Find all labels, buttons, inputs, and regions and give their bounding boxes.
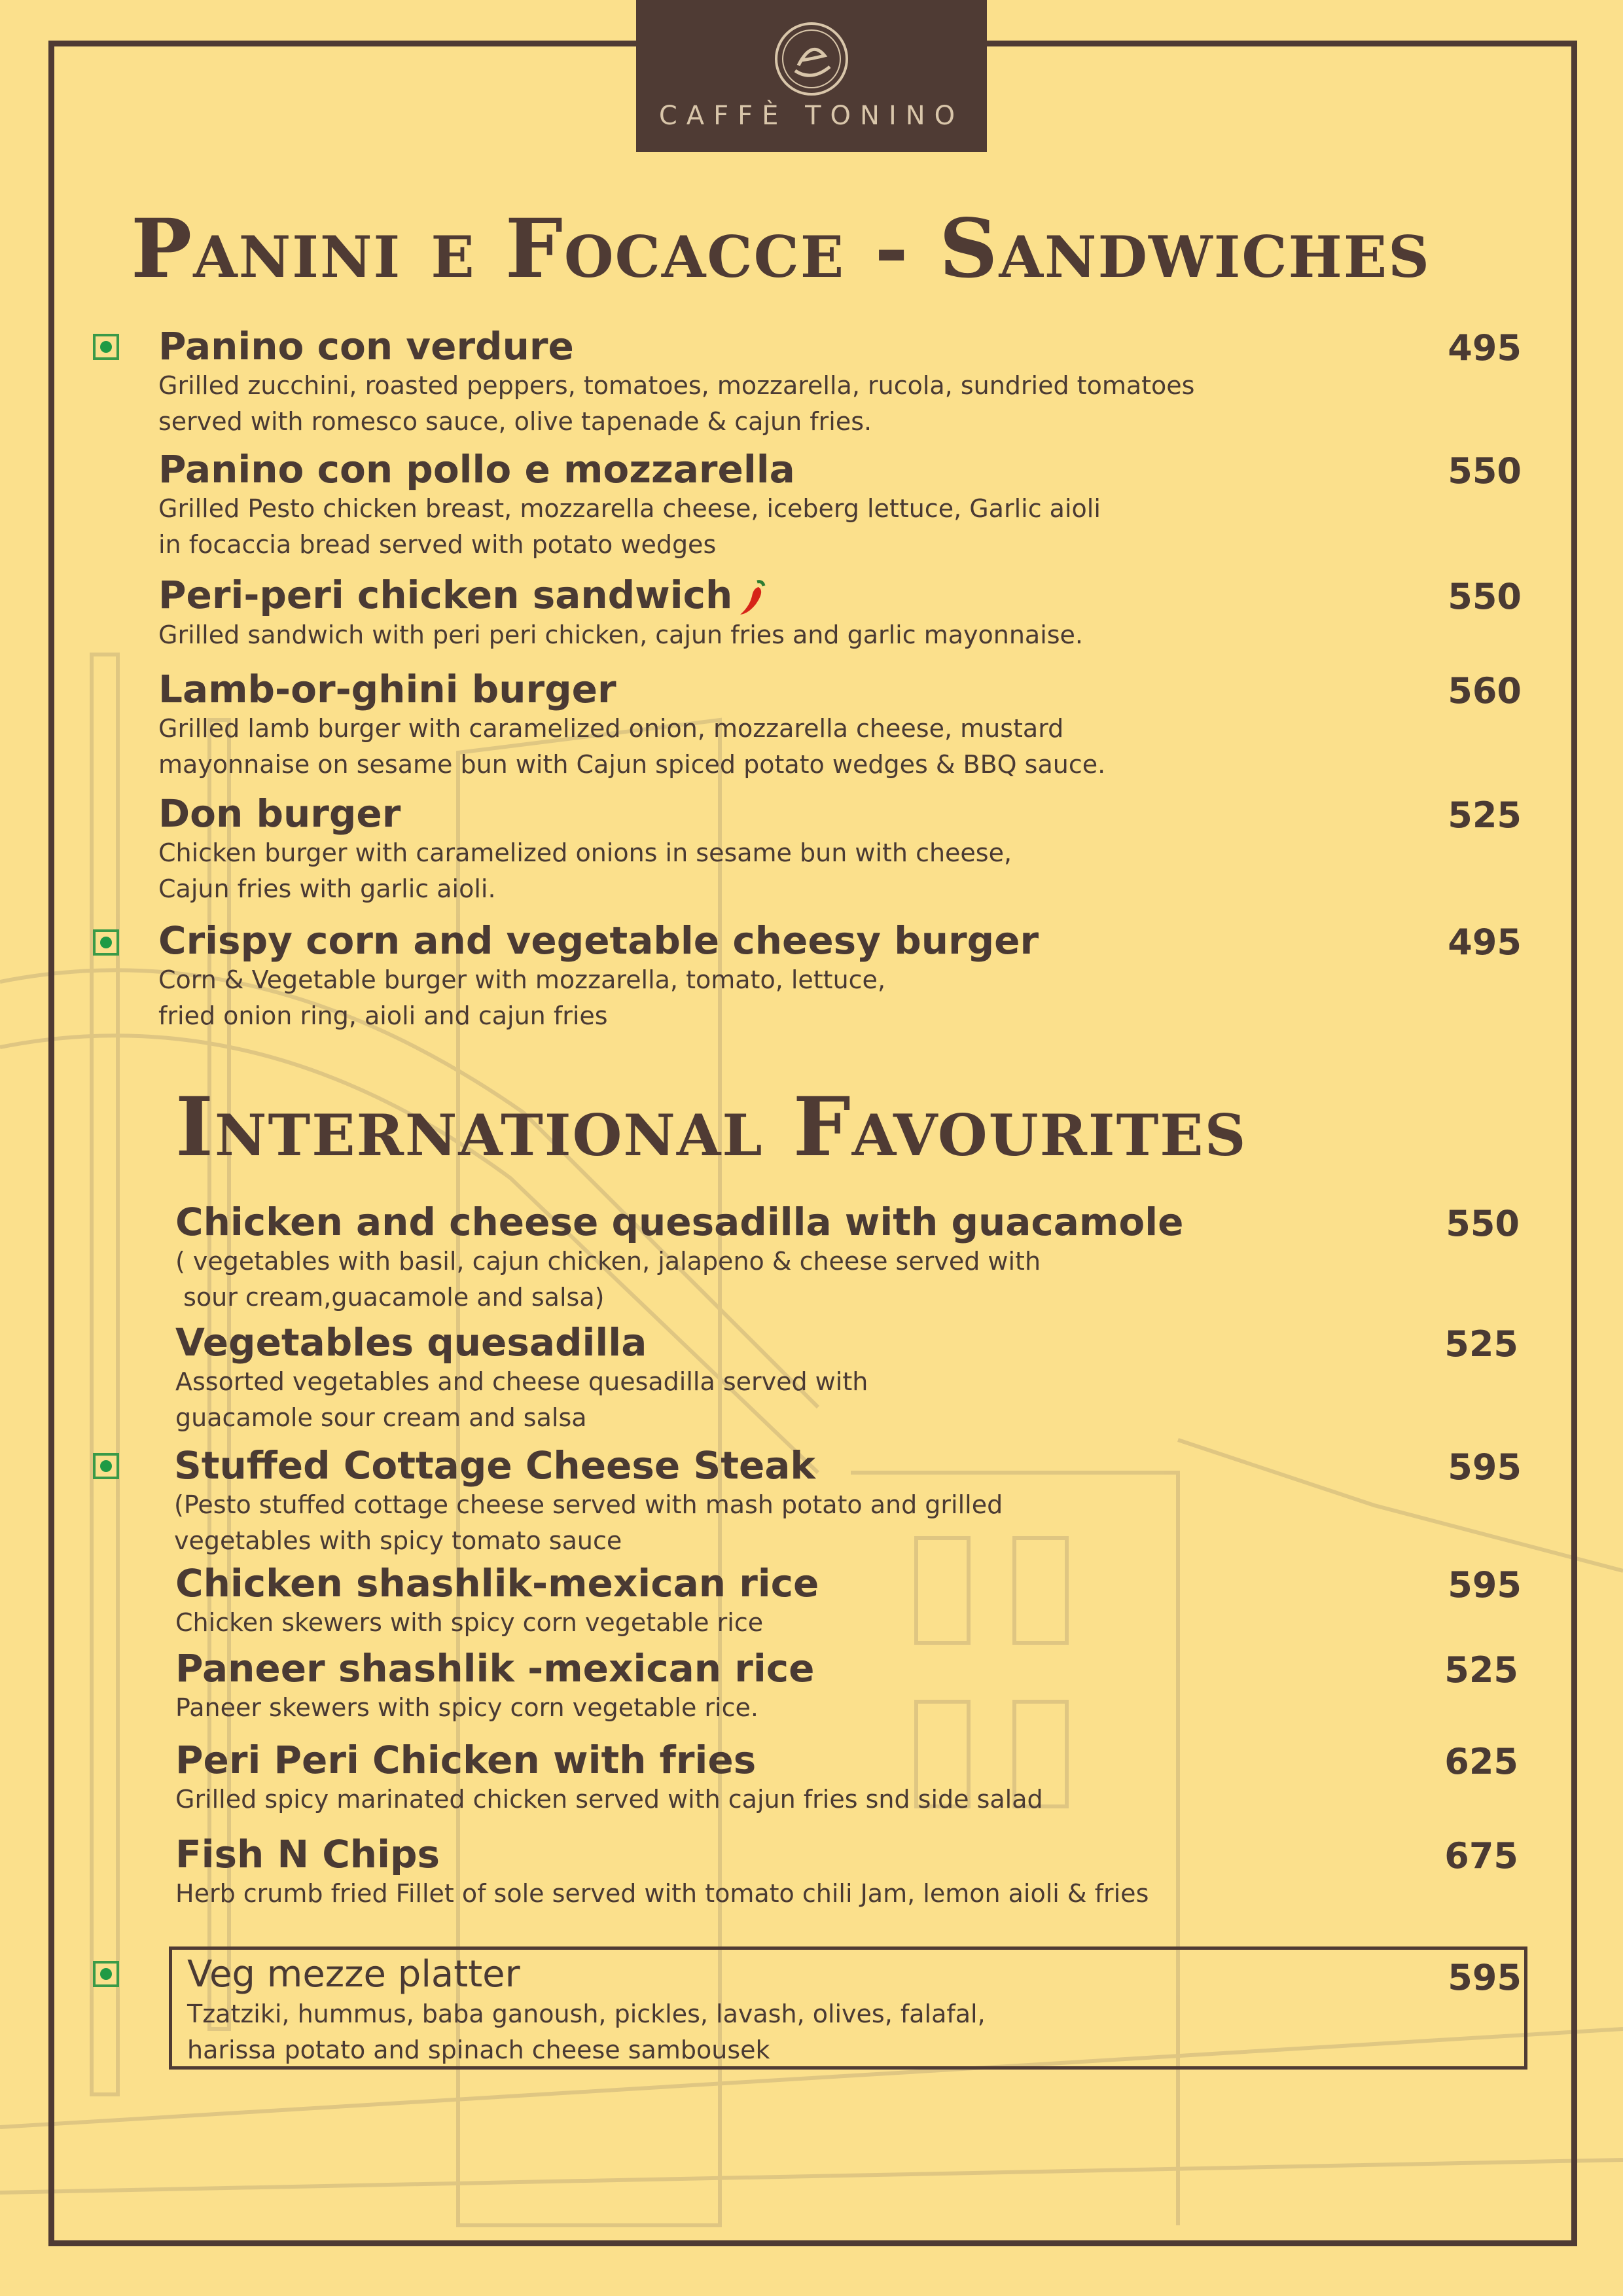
menu-item xyxy=(175,1200,1550,1316)
item-price: 625 xyxy=(1444,1741,1518,1782)
item-desc-line: served with romesco sauce, olive tapenade & cajun fries. xyxy=(158,407,872,436)
menu-item xyxy=(158,448,1533,563)
item-price: 525 xyxy=(1448,795,1522,836)
item-price: 560 xyxy=(1448,670,1522,711)
item-name: Lamb-or-ghini burger xyxy=(158,667,616,711)
item-price: 550 xyxy=(1448,450,1522,492)
item-name: Chicken and cheese quesadilla with guacamole xyxy=(175,1200,1184,1244)
item-desc-line: Cajun fries with garlic aioli. xyxy=(158,874,496,903)
item-name-text: Peri-peri chicken sandwich xyxy=(158,573,733,617)
item-desc-line: Corn & Vegetable burger with mozzarella, tomato, lettuce, xyxy=(158,965,886,994)
brand-name: CAFFÈ TONINO xyxy=(658,101,965,131)
item-price: 595 xyxy=(1448,1564,1522,1605)
item-desc-line: harissa potato and spinach cheese sambousek xyxy=(187,2036,770,2064)
item-desc-line: Assorted vegetables and cheese quesadilla served with xyxy=(175,1367,868,1396)
menu-item xyxy=(175,1738,1550,1818)
menu-item xyxy=(175,1647,1550,1726)
item-desc-line: Chicken skewers with spicy corn vegetable rice xyxy=(175,1608,764,1637)
item-desc-line: Grilled sandwich with peri peri chicken, cajun fries and garlic mayonnaise. xyxy=(158,620,1084,649)
item-desc-line: guacamole sour cream and salsa xyxy=(175,1403,587,1432)
item-price: 675 xyxy=(1444,1835,1518,1876)
item-name: Panino con pollo e mozzarella xyxy=(158,447,795,492)
item-price: 595 xyxy=(1448,1957,1522,1998)
logo-icon xyxy=(772,20,851,98)
item-desc-line: (Pesto stuffed cottage cheese served with mash potato and grilled xyxy=(174,1490,1003,1519)
item-price: 550 xyxy=(1446,1203,1520,1244)
menu-item xyxy=(158,325,1533,440)
menu-item xyxy=(158,573,1533,653)
item-desc-line: Paneer skewers with spicy corn vegetable rice. xyxy=(175,1693,758,1722)
item-desc-line: sour cream,guacamole and salsa) xyxy=(175,1283,605,1312)
item-name: Paneer shashlik -mexican rice xyxy=(175,1646,815,1691)
brand-header xyxy=(636,0,987,152)
item-desc-line: Chicken burger with caramelized onions in sesame bun with cheese, xyxy=(158,838,1012,867)
featured-item xyxy=(187,1953,1561,2068)
item-price: 525 xyxy=(1444,1649,1518,1691)
veg-icon xyxy=(93,1453,119,1479)
chili-icon xyxy=(736,578,769,617)
menu-item xyxy=(158,668,1533,783)
item-name: Peri Peri Chicken with fries xyxy=(175,1738,757,1782)
item-desc-line: ( vegetables with basil, cajun chicken, jalapeno & cheese served with xyxy=(175,1247,1041,1276)
item-name: Panino con verdure xyxy=(158,324,574,368)
menu-item xyxy=(158,792,1533,907)
item-price: 550 xyxy=(1448,576,1522,617)
item-desc-line: Tzatziki, hummus, baba ganoush, pickles, lavash, olives, falafal, xyxy=(187,2000,986,2028)
item-desc-line: fried onion ring, aioli and cajun fries xyxy=(158,1001,608,1030)
item-desc-line: mayonnaise on sesame bun with Cajun spiced potato wedges & BBQ sauce. xyxy=(158,750,1106,779)
section-title-sandwiches: Panini e Focacce - Sandwiches xyxy=(131,202,1431,296)
item-name: Veg mezze platter xyxy=(187,1953,520,1996)
item-desc-line: vegetables with spicy tomato sauce xyxy=(174,1526,622,1555)
item-desc-line: in focaccia bread served with potato wedges xyxy=(158,530,717,559)
menu-item xyxy=(175,1321,1550,1436)
item-desc-line: Grilled lamb burger with caramelized onion, mozzarella cheese, mustard xyxy=(158,714,1064,743)
section-title-international: International Favourites xyxy=(175,1080,1247,1175)
menu-item xyxy=(174,1444,1548,1559)
item-name: Stuffed Cottage Cheese Steak xyxy=(174,1443,815,1488)
item-price: 495 xyxy=(1448,327,1522,368)
item-desc-line: Grilled spicy marinated chicken served with cajun fries snd side salad xyxy=(175,1785,1043,1814)
item-name: Don burger xyxy=(158,791,401,836)
item-price: 495 xyxy=(1448,922,1522,963)
menu-item xyxy=(175,1833,1550,1912)
veg-icon xyxy=(93,1961,119,1987)
item-name: Vegetables quesadilla xyxy=(175,1320,647,1365)
menu-item xyxy=(158,919,1533,1034)
item-name: Crispy corn and vegetable cheesy burger xyxy=(158,918,1039,963)
item-name: Chicken shashlik-mexican rice xyxy=(175,1561,819,1605)
menu-item xyxy=(175,1562,1550,1641)
item-price: 525 xyxy=(1444,1323,1518,1365)
item-name xyxy=(158,573,1533,617)
veg-icon xyxy=(93,929,119,956)
veg-icon xyxy=(93,334,119,360)
item-desc-line: Grilled Pesto chicken breast, mozzarella cheese, iceberg lettuce, Garlic aioli xyxy=(158,494,1101,523)
item-name: Fish N Chips xyxy=(175,1832,440,1876)
item-desc-line: Herb crumb fried Fillet of sole served with tomato chili Jam, lemon aioli & fries xyxy=(175,1879,1149,1908)
item-desc-line: Grilled zucchini, roasted peppers, tomatoes, mozzarella, rucola, sundried tomatoes xyxy=(158,371,1195,400)
item-price: 595 xyxy=(1448,1446,1522,1488)
